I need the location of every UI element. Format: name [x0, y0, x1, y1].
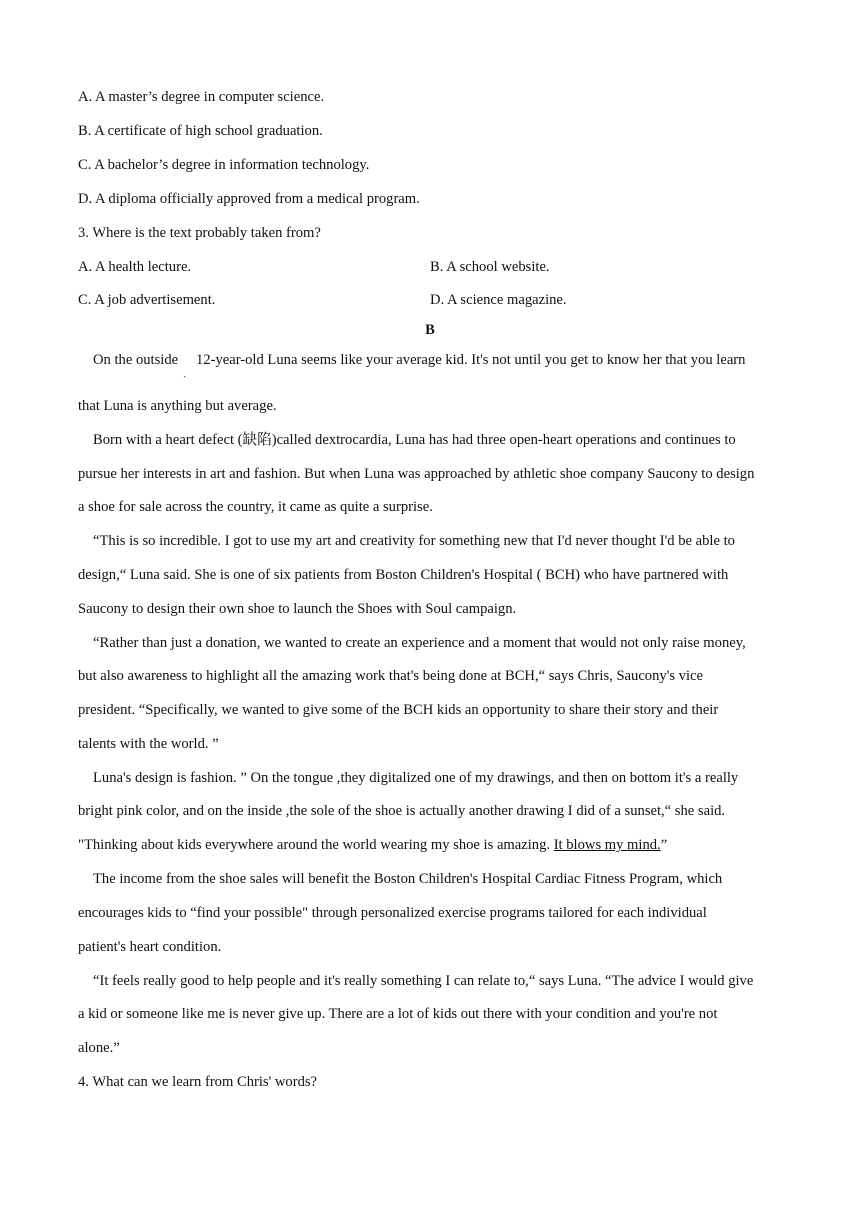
passage-line: Born with a heart defect (缺陷)called dextrocardia, Luna has had three open-heart operations and continues to	[93, 432, 736, 448]
q2-option-d: D. A diploma officially approved from a medical program.	[78, 191, 420, 207]
passage-line: pursue her interests in art and fashion. But when Luna was approached by athletic shoe company Saucony to design	[78, 466, 755, 482]
passage-line: “This is so incredible. I got to use my art and creativity for something new that I'd never thought I'd be able to	[93, 533, 735, 549]
passage-line: Luna's design is fashion. ” On the tongue ,they digitalized one of my drawings, and then on bottom it's a really	[93, 770, 739, 786]
closing-quote: ”	[660, 837, 668, 853]
passage-line: patient's heart condition.	[78, 939, 222, 955]
passage-line: alone.”	[78, 1040, 120, 1056]
q3-option-d: D. A science magazine.	[430, 292, 567, 308]
q2-option-a: A. A master’s degree in computer science.	[78, 89, 325, 105]
passage-line: On the outside	[93, 352, 179, 368]
passage-text: "Thinking about kids everywhere around the world wearing my shoe is amazing.	[78, 837, 554, 853]
passage-line: president. “Specifically, we wanted to give some of the BCH kids an opportunity to share their story and their	[78, 702, 719, 718]
underlined-phrase: It blows my mind.	[553, 837, 661, 853]
passage-line: 12-year-old Luna seems like your average kid. It's not until you get to know her that you learn	[196, 352, 746, 368]
q3-option-b: B. A school website.	[430, 259, 550, 275]
passage-line: bright pink color, and on the inside ,the sole of the shoe is actually another drawing I did of a sunset,“ she said.	[78, 803, 726, 819]
comma-mark: ˎ	[183, 367, 187, 378]
section-heading: B	[425, 322, 435, 338]
q2-option-c: C. A bachelor’s degree in information technology.	[78, 157, 370, 173]
passage-line: a shoe for sale across the country, it came as quite a surprise.	[78, 499, 433, 515]
q3-question: 3. Where is the text probably taken from?	[78, 225, 321, 241]
q4-question: 4. What can we learn from Chris' words?	[78, 1074, 318, 1090]
passage-line: but also awareness to highlight all the amazing work that's being done at BCH,“ says Chris, Saucony's vice	[78, 668, 703, 684]
passage-line: encourages kids to “find your possible" through personalized exercise programs tailored for each individual	[78, 905, 707, 921]
passage-line: The income from the shoe sales will benefit the Boston Children's Hospital Cardiac Fitness Program, which	[93, 871, 723, 887]
q3-option-a: A. A health lecture.	[78, 259, 192, 275]
passage-line	[78, 836, 667, 854]
passage-line: “Rather than just a donation, we wanted to create an experience and a moment that would not only raise money,	[93, 635, 746, 651]
passage-line: talents with the world. ”	[78, 736, 219, 752]
q2-option-b: B. A certificate of high school graduation.	[78, 123, 323, 139]
passage-line: a kid or someone like me is never give up. There are a lot of kids out there with your condition and you're not	[78, 1006, 718, 1022]
q3-option-c: C. A job advertisement.	[78, 292, 216, 308]
passage-line: design,“ Luna said. She is one of six patients from Boston Children's Hospital ( BCH) who have partnered with	[78, 567, 729, 583]
passage-line: that Luna is anything but average.	[78, 398, 277, 414]
passage-line: “It feels really good to help people and it's really something I can relate to,“ says Luna. “The advice I would give	[93, 973, 754, 989]
passage-line: Saucony to design their own shoe to launch the Shoes with Soul campaign.	[78, 601, 517, 617]
